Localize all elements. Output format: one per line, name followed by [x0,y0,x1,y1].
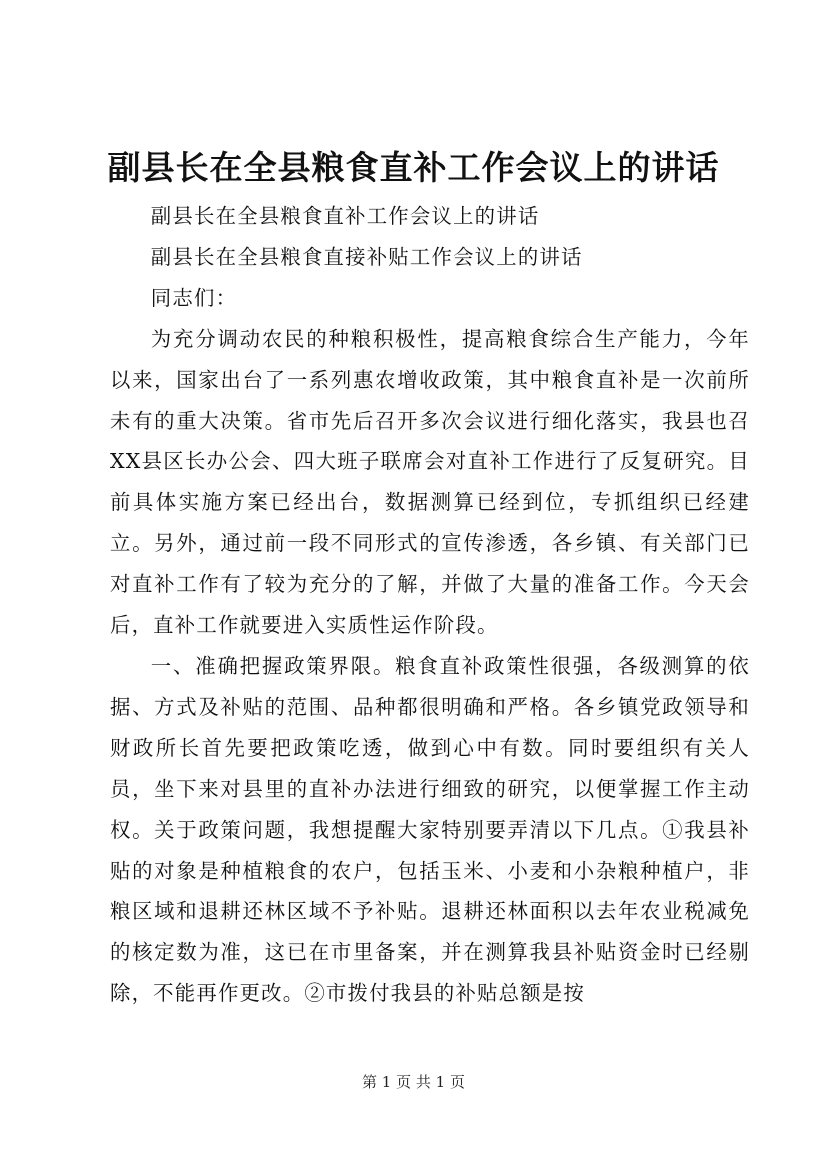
body-paragraph: 一、准确把握政策界限。粮食直补政策性很强，各级测算的依据、方式及补贴的范围、品种都很明确和严格。各乡镇党政领导和财政所长首先要把政策吃透，做到心中有数。同时要组织有关人员，坐下来对县里的直补办法进行细致的研究，以便掌握工作主动权。关于政策问题，我想提醒大家特别要弄清以下几点。①我县补贴的对象是种植粮食的农户，包括玉米、小麦和小杂粮种植户，非粮区域和退耕还林区域不予补贴。退耕还林面积以去年农业税减免的核定数为准，这已在市里备案，并在测算我县补贴资金时已经剔除，不能再作更改。②市拨付我县的补贴总额是按 [110,653,750,1006]
body-paragraph: 为充分调动农民的种粮积极性，提高粮食综合生产能力，今年以来，国家出台了一系列惠农增收政策，其中粮食直补是一次前所未有的重大决策。省市先后召开多次会议进行细化落实，我县也召XX县区长办公会、四大班子联席会对直补工作进行了反复研究。目前具体实施方案已经出台，数据测算已经到位，专抓组织已经建立。另外，通过前一段不同形式的宣传渗透，各乡镇、有关部门已对直补工作有了较为充分的了解，并做了大量的准备工作。今天会后，直补工作就要进入实质性运作阶段。 [110,326,750,638]
salutation-paragraph: 同志们： [150,285,238,310]
document-body [110,196,750,1014]
subtitle-paragraph: 副县长在全县粮食直补工作会议上的讲话 [150,204,540,228]
subtitle-paragraph: 副县长在全县粮食直接补贴工作会议上的讲话 [150,244,583,269]
document-title: 副县长在全县粮食直补工作会议上的讲话 [107,148,720,187]
page-footer: 第 1 页 共 1 页 [362,1073,465,1091]
